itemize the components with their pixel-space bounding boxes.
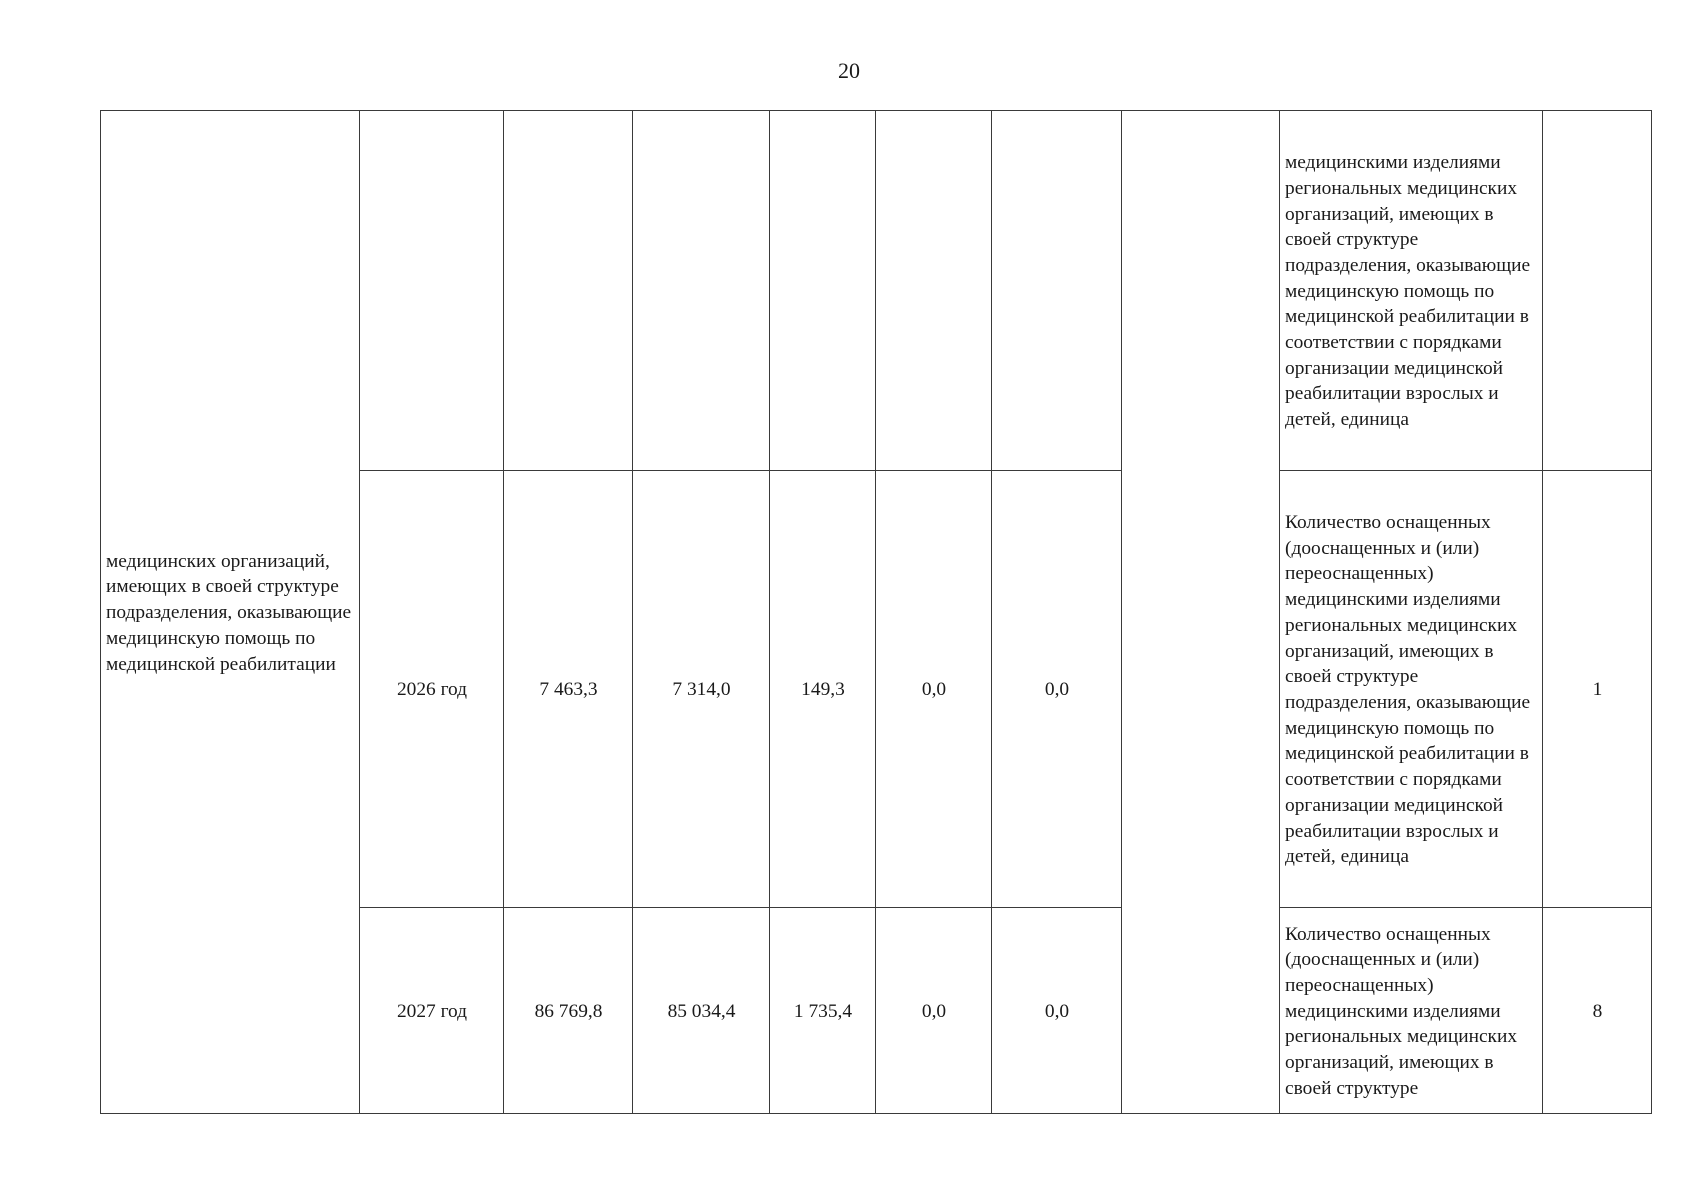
indicator-cell: медицинскими изделиями региональных медицинских организаций, имеющих в своей структуре подразделения, оказывающие медицинскую помощь по медицинской реабилитации в соответствии с порядками организации медицинской реабилитации взрослых и детей, единица [1280,111,1543,471]
indicator-value-cell: 1 [1543,471,1652,908]
event-name-cell: медицинских организаций, имеющих в своей структуре подразделения, оказывающие медицинскую помощь по медицинской реабилитации [101,111,360,1114]
federal-budget-cell [633,111,770,471]
federal-budget-cell: 7 314,0 [633,471,770,908]
page-number: 20 [838,58,860,83]
other-sources-cell: 0,0 [992,471,1122,908]
budget-table [100,110,1652,1114]
other-sources-cell: 0,0 [992,908,1122,1114]
local-budget-cell: 0,0 [876,471,992,908]
table-row [101,111,1652,471]
indicator-cell: Количество оснащенных (дооснащенных и (или) переоснащенных) медицинскими изделиями региональных медицинских организаций, имеющих в своей структуре [1280,908,1543,1114]
year-cell [360,111,504,471]
responsible-cell [1122,111,1280,1114]
year-cell: 2027 год [360,908,504,1114]
other-sources-cell [992,111,1122,471]
total-cell: 86 769,8 [504,908,633,1114]
total-cell: 7 463,3 [504,471,633,908]
local-budget-cell: 0,0 [876,908,992,1114]
local-budget-cell [876,111,992,471]
regional-budget-cell: 1 735,4 [770,908,876,1114]
indicator-value-cell [1543,111,1652,471]
total-cell [504,111,633,471]
federal-budget-cell: 85 034,4 [633,908,770,1114]
regional-budget-cell [770,111,876,471]
regional-budget-cell: 149,3 [770,471,876,908]
indicator-cell: Количество оснащенных (дооснащенных и (или) переоснащенных) медицинскими изделиями региональных медицинских организаций, имеющих в своей структуре подразделения, оказывающие медицинскую помощь по медицинской реабилитации в соответствии с порядками организации медицинской реабилитации взрослых и детей, единица [1280,471,1543,908]
year-cell: 2026 год [360,471,504,908]
indicator-value-cell: 8 [1543,908,1652,1114]
